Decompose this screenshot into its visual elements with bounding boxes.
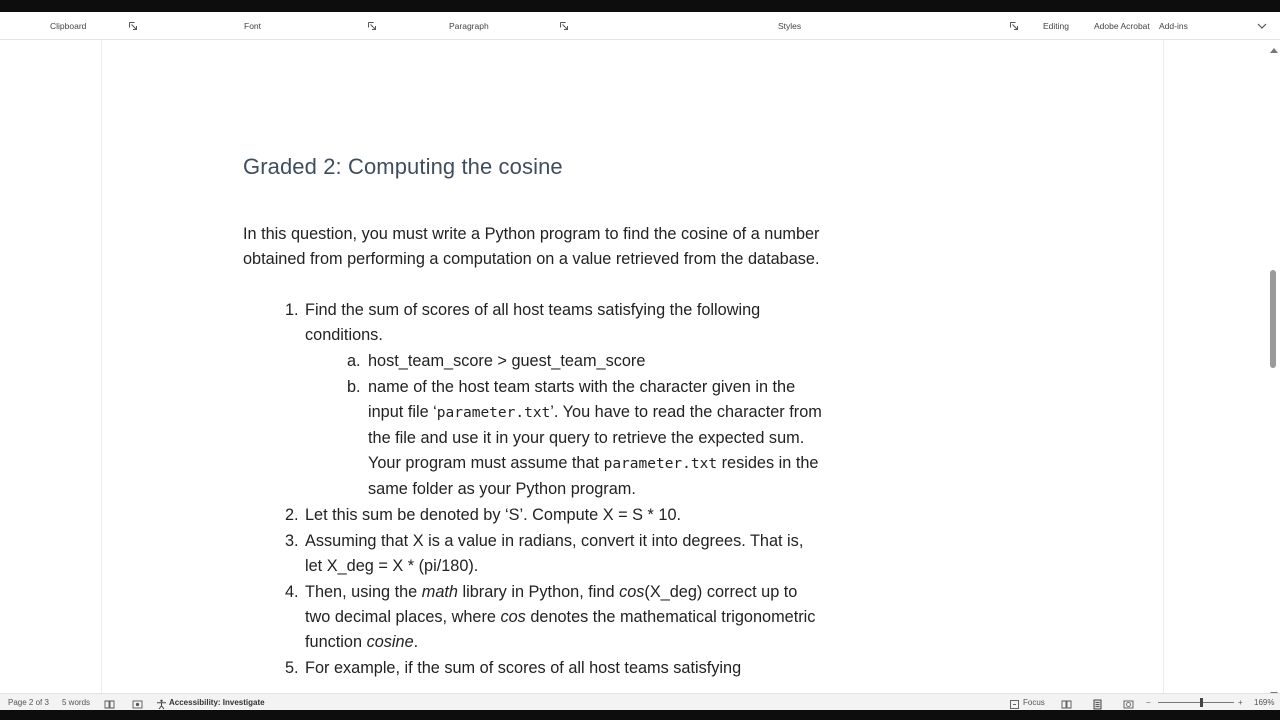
macro-recording-icon[interactable] <box>132 697 143 708</box>
list-item-text: Then, using the <box>305 583 422 601</box>
italic-term: cos <box>500 608 526 626</box>
list-item[interactable] <box>243 580 823 655</box>
sub-list-item-text: host_team_score > guest_team_score <box>368 352 646 370</box>
web-layout-icon[interactable] <box>1123 697 1134 708</box>
ribbon-group-labels <box>0 12 1280 40</box>
list-number: 2. <box>285 506 299 524</box>
code-filename: parameter.txt <box>603 456 718 472</box>
page-count[interactable]: Page 2 of 3 <box>8 698 49 707</box>
list-letter: a. <box>347 352 361 370</box>
list-item-text: Find the sum of scores of all host teams satisfying the following conditions. <box>305 301 761 344</box>
paragraph-launcher-icon[interactable] <box>560 22 568 30</box>
print-layout-icon[interactable] <box>1092 697 1103 708</box>
italic-term: cos <box>619 583 645 601</box>
list-item-text: denotes the mathematical trigonometric function <box>305 608 816 651</box>
vertical-scrollbar[interactable] <box>1268 40 1280 693</box>
code-filename: parameter.txt <box>436 405 551 421</box>
ribbon-group-clipboard[interactable]: Clipboard <box>50 21 87 31</box>
bottom-screen-strip <box>0 710 1280 720</box>
zoom-slider-track[interactable] <box>1158 702 1234 703</box>
list-item-text: . <box>413 633 419 651</box>
scroll-up-arrow-icon[interactable] <box>1270 40 1278 46</box>
list-item[interactable] <box>243 529 823 579</box>
list-letter: b. <box>347 378 361 396</box>
title-bar-strip <box>0 0 1280 12</box>
ribbon-group-add-ins[interactable]: Add-ins <box>1159 21 1188 31</box>
section-heading[interactable]: Graded 2: Computing the cosine <box>243 154 563 179</box>
clipboard-launcher-icon[interactable] <box>129 22 137 30</box>
numbered-list <box>243 298 823 681</box>
list-item[interactable] <box>243 656 823 681</box>
sub-list-item[interactable] <box>243 375 823 451</box>
list-item-text: (X_deg) correct up to two decimal places, where <box>305 583 798 626</box>
read-mode-icon[interactable] <box>1061 697 1072 708</box>
ribbon-group-paragraph[interactable]: Paragraph <box>449 21 489 31</box>
zoom-slider-thumb[interactable] <box>1200 698 1203 707</box>
continuation-text: resides in the same folder as your Python program. <box>368 454 819 498</box>
zoom-out-button[interactable]: − <box>1146 698 1151 707</box>
scroll-down-arrow-icon[interactable] <box>1270 685 1278 691</box>
ribbon-group-editing[interactable]: Editing <box>1043 21 1069 31</box>
continuation-text: Your program must assume that <box>368 454 604 472</box>
list-item-text: For example, if the sum of scores of all host teams satisfying <box>305 659 742 677</box>
font-launcher-icon[interactable] <box>368 22 376 30</box>
ribbon-group-styles[interactable]: Styles <box>778 21 802 31</box>
list-item[interactable] <box>243 503 823 528</box>
document-page[interactable] <box>101 40 1164 693</box>
sub-list-item[interactable] <box>243 349 823 374</box>
list-item[interactable] <box>243 298 823 348</box>
scrollbar-thumb[interactable] <box>1270 270 1276 368</box>
list-number: 4. <box>285 583 299 601</box>
sub-list-item-text: name of the host team starts with the character given in the input file ‘ <box>368 378 796 421</box>
list-item-text: library in Python, find <box>457 583 620 601</box>
proofing-book-icon[interactable] <box>104 697 115 708</box>
word-count[interactable]: 5 words <box>62 698 91 707</box>
zoom-level[interactable]: 169% <box>1254 698 1275 707</box>
styles-launcher-icon[interactable] <box>1010 22 1018 30</box>
sub-list-continuation[interactable] <box>243 451 823 502</box>
focus-mode-label[interactable]: Focus <box>1023 698 1045 707</box>
ribbon-group-font[interactable]: Font <box>244 21 262 31</box>
list-number: 5. <box>285 659 299 677</box>
document-canvas[interactable] <box>0 40 1268 693</box>
accessibility-status[interactable]: Accessibility: Investigate <box>169 698 265 707</box>
intro-paragraph[interactable]: In this question, you must write a Python program to find the cosine of a number obtained from performing a computation on a value retrieved from the database. <box>243 225 820 268</box>
sub-list-item-text: ’. You have to read the character from the file and use it in your query to retrieve the expected sum. <box>368 403 822 447</box>
ribbon-group-adobe-acrobat[interactable]: Adobe Acrobat <box>1094 21 1150 31</box>
collapse-ribbon-chevron-icon[interactable] <box>1256 19 1268 31</box>
accessibility-icon[interactable] <box>156 697 167 708</box>
list-item-text: Assuming that X is a value in radians, convert it into degrees. That is, let X_deg = X * (pi/180). <box>305 532 804 575</box>
focus-mode-icon[interactable] <box>1009 697 1020 708</box>
italic-term: cosine <box>366 633 414 651</box>
zoom-in-button[interactable]: + <box>1238 698 1243 707</box>
list-item-text: Let this sum be denoted by ‘S’. Compute X = S * 10. <box>305 506 682 524</box>
status-bar <box>0 693 1280 710</box>
list-number: 1. <box>285 301 299 319</box>
italic-term: math <box>421 583 458 601</box>
list-number: 3. <box>285 532 299 550</box>
